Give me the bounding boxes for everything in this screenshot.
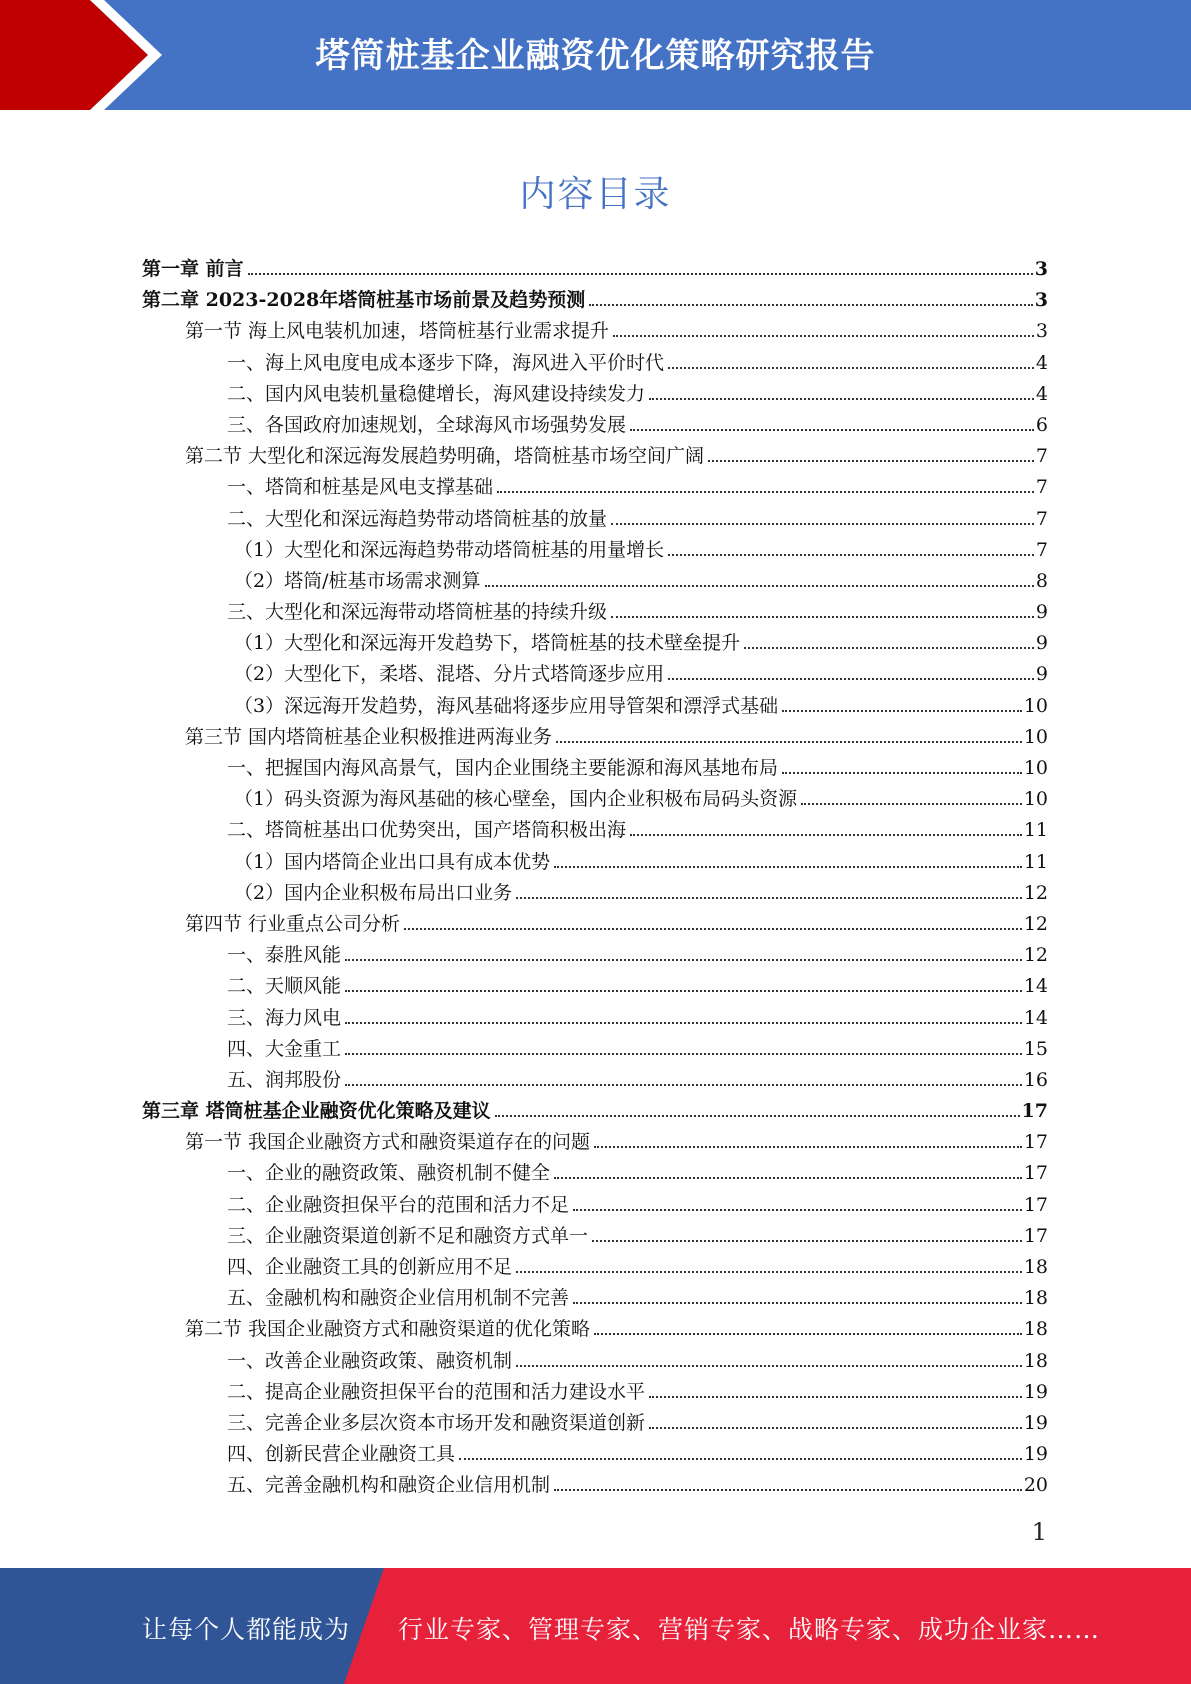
toc-entry-page: 14 — [1023, 975, 1048, 998]
toc-title: 内容目录 — [519, 174, 672, 215]
toc-leader-dots — [554, 866, 1022, 868]
toc-leader-dots — [345, 1053, 1022, 1055]
toc-entry-label: 第四节 行业重点公司分析 — [185, 912, 401, 935]
toc-leader-dots — [573, 1209, 1022, 1211]
toc-entry[interactable] — [142, 659, 1048, 690]
toc-leader-dots — [801, 803, 1022, 805]
toc-leader-dots — [554, 1177, 1022, 1179]
toc-leader-dots — [554, 1489, 1022, 1491]
toc-entry-label: 五、完善金融机构和融资企业信用机制 — [227, 1474, 551, 1497]
toc-entry-page: 18 — [1023, 1256, 1048, 1278]
toc-entry[interactable] — [142, 285, 1048, 316]
toc-leader-dots — [404, 928, 1022, 930]
toc-entry-page: 3 — [1034, 289, 1048, 312]
toc-entry[interactable] — [142, 566, 1048, 597]
toc-entry-page: 19 — [1023, 1411, 1048, 1434]
toc-leader-dots — [556, 741, 1022, 743]
toc-entry[interactable] — [142, 1158, 1048, 1189]
toc-leader-dots — [345, 1084, 1022, 1086]
toc-leader-dots — [345, 1022, 1022, 1024]
toc-entry-page: 18 — [1023, 1287, 1048, 1310]
toc-entry[interactable] — [142, 1127, 1048, 1158]
toc-entry[interactable] — [142, 1096, 1048, 1127]
toc-entry-label: 二、塔筒桩基出口优势突出，国产塔筒积极出海 — [227, 819, 627, 842]
toc-entry[interactable] — [142, 815, 1048, 846]
toc-entry[interactable] — [142, 1439, 1048, 1470]
toc-entry-label: 第二节 我国企业融资方式和融资渠道的优化策略 — [185, 1318, 591, 1341]
toc-entry[interactable] — [142, 1346, 1048, 1377]
toc-leader-dots — [630, 834, 1022, 836]
toc-leader-dots — [611, 616, 1034, 618]
toc-entry-label: 三、完善企业多层次资本市场开发和融资渠道创新 — [227, 1411, 646, 1434]
toc-entry-label: 五、润邦股份 — [227, 1068, 342, 1091]
toc-entry-label: 第三章 塔筒桩基企业融资优化策略及建议 — [142, 1100, 491, 1123]
toc-entry[interactable] — [142, 1034, 1048, 1065]
toc-entry-label: 二、企业融资担保平台的范围和活力不足 — [227, 1193, 570, 1216]
toc-entry[interactable] — [142, 691, 1048, 722]
toc-entry-label: 第二章 2023-2028年塔筒桩基市场前景及趋势预测 — [142, 289, 586, 312]
toc-entry-label: 三、各国政府加速规划，全球海风市场强势发展 — [227, 413, 627, 436]
toc-entry[interactable] — [142, 940, 1048, 971]
toc-entry[interactable] — [142, 597, 1048, 628]
toc-entry[interactable] — [142, 722, 1048, 753]
toc-entry-label: 一、海上风电度电成本逐步下降，海风进入平价时代 — [227, 351, 665, 374]
toc-entry-label: （2）塔筒/桩基市场需求测算 — [234, 569, 481, 592]
toc-entry[interactable] — [142, 472, 1048, 503]
toc-entry-page: 3 — [1034, 258, 1048, 280]
toc-entry-label: 二、国内风电装机量稳健增长，海风建设持续发力 — [227, 382, 646, 405]
toc-entry[interactable] — [142, 784, 1048, 815]
toc-entry[interactable] — [142, 753, 1048, 784]
toc-entry-page: 16 — [1023, 1068, 1048, 1091]
toc-leader-dots — [649, 398, 1034, 400]
toc-leader-dots — [516, 897, 1022, 899]
toc-leader-dots — [459, 1458, 1022, 1460]
report-title: 塔筒桩基企业融资优化策略研究报告 — [315, 36, 876, 76]
toc-entry-label: 三、企业融资渠道创新不足和融资方式单一 — [227, 1224, 589, 1247]
toc-leader-dots — [594, 1333, 1022, 1335]
toc-entry-label: 四、企业融资工具的创新应用不足 — [227, 1256, 513, 1278]
toc-entry-label: （2）国内企业积极布局出口业务 — [234, 881, 513, 904]
toc-leader-dots — [345, 959, 1022, 961]
toc-leader-dots — [744, 647, 1034, 649]
toc-entry-page: 6 — [1035, 413, 1048, 436]
toc-entry-page: 7 — [1035, 507, 1048, 530]
toc-entry-page: 18 — [1023, 1318, 1048, 1341]
toc-entry[interactable] — [142, 628, 1048, 659]
toc-entry[interactable] — [142, 441, 1048, 472]
toc-leader-dots — [495, 1115, 1020, 1117]
toc-leader-dots — [589, 304, 1033, 306]
toc-entry[interactable] — [142, 504, 1048, 535]
toc-entry-label: （1）大型化和深远海开发趋势下，塔筒桩基的技术壁垒提升 — [234, 632, 741, 655]
toc-entry-page: 18 — [1023, 1349, 1048, 1372]
toc-entry-label: （1）大型化和深远海趋势带动塔筒桩基的用量增长 — [234, 538, 665, 561]
toc-entry-label: 三、海力风电 — [227, 1006, 342, 1029]
toc-entry-label: （2）大型化下，柔塔、混塔、分片式塔筒逐步应用 — [234, 663, 665, 686]
toc-entry-label: 三、大型化和深远海带动塔筒桩基的持续升级 — [227, 601, 608, 624]
toc-entry-page: 11 — [1023, 850, 1048, 873]
toc-leader-dots — [708, 460, 1034, 462]
toc-leader-dots — [782, 710, 1022, 712]
toc-entry[interactable] — [142, 1314, 1048, 1345]
toc-entry[interactable] — [142, 535, 1048, 566]
toc-entry[interactable] — [142, 1221, 1048, 1252]
toc-entry-page: 10 — [1023, 694, 1048, 717]
toc-leader-dots — [485, 585, 1034, 587]
toc-entry-page: 17 — [1023, 1224, 1048, 1247]
toc-entry-label: 一、企业的融资政策、融资机制不健全 — [227, 1162, 551, 1185]
page-number: 1 — [1031, 1518, 1047, 1546]
toc-entry-label: 第一章 前言 — [142, 258, 244, 280]
toc-entry-label: 第一节 我国企业融资方式和融资渠道存在的问题 — [185, 1131, 591, 1154]
toc-entry[interactable] — [142, 410, 1048, 441]
toc-leader-dots — [782, 772, 1022, 774]
toc-entry-label: 第三节 国内塔筒桩基企业积极推进两海业务 — [185, 725, 553, 748]
toc-entry-page: 4 — [1035, 351, 1048, 374]
toc-entry-page: 14 — [1023, 1006, 1048, 1029]
toc-leader-dots — [668, 367, 1034, 369]
toc-entry-page: 7 — [1035, 476, 1048, 499]
toc-leader-dots — [516, 1365, 1022, 1367]
toc-entry-page: 9 — [1035, 632, 1048, 655]
footer-slogan-left: 让每个人都能成为 — [142, 1615, 351, 1644]
toc-entry[interactable] — [142, 1003, 1048, 1034]
toc-entry-label: 二、天顺风能 — [227, 975, 342, 998]
toc-entry-page: 11 — [1023, 819, 1048, 842]
toc-entry[interactable] — [142, 1190, 1048, 1221]
toc-leader-dots — [592, 1240, 1022, 1242]
toc-entry-page: 3 — [1035, 320, 1048, 343]
toc-entry-page: 10 — [1023, 788, 1048, 811]
toc-entry[interactable] — [142, 1470, 1048, 1501]
toc-leader-dots — [516, 1271, 1022, 1273]
toc-entry-label: 一、改善企业融资政策、融资机制 — [227, 1349, 513, 1372]
toc-entry-page: 12 — [1023, 881, 1048, 904]
toc-entry[interactable] — [142, 316, 1048, 347]
toc-leader-dots — [573, 1302, 1022, 1304]
toc-entry[interactable] — [142, 379, 1048, 410]
toc-leader-dots — [649, 1427, 1022, 1429]
toc-entry-page: 17 — [1023, 1193, 1048, 1216]
toc-leader-dots — [668, 678, 1034, 680]
toc-leader-dots — [594, 1146, 1022, 1148]
toc-entry-label: （1）码头资源为海风基础的核心壁垒，国内企业积极布局码头资源 — [234, 788, 798, 811]
toc-entry[interactable] — [142, 1283, 1048, 1314]
toc-leader-dots — [345, 990, 1022, 992]
toc-leader-dots — [649, 1396, 1022, 1398]
table-of-contents — [142, 254, 1048, 1502]
toc-entry-page: 12 — [1023, 944, 1048, 967]
toc-leader-dots — [611, 523, 1034, 525]
toc-entry-page: 19 — [1023, 1443, 1048, 1466]
toc-leader-dots — [613, 335, 1034, 337]
toc-entry-label: 二、提高企业融资担保平台的范围和活力建设水平 — [227, 1380, 646, 1403]
toc-entry-label: 一、泰胜风能 — [227, 944, 342, 967]
toc-entry-label: 四、创新民营企业融资工具 — [227, 1443, 456, 1466]
toc-entry[interactable] — [142, 847, 1048, 878]
toc-entry[interactable] — [142, 1377, 1048, 1408]
toc-leader-dots — [497, 491, 1034, 493]
toc-entry-page: 17 — [1023, 1162, 1048, 1185]
toc-entry-page: 17 — [1023, 1131, 1048, 1154]
toc-entry-page: 7 — [1035, 538, 1048, 561]
toc-entry-page: 10 — [1023, 757, 1048, 779]
page-footer — [0, 1568, 1191, 1684]
toc-leader-dots — [248, 273, 1033, 275]
toc-entry-page: 7 — [1035, 445, 1048, 468]
toc-entry[interactable] — [142, 971, 1048, 1002]
toc-entry[interactable] — [142, 348, 1048, 379]
toc-entry-page: 10 — [1023, 725, 1048, 748]
toc-entry-label: 四、大金重工 — [227, 1037, 342, 1060]
toc-entry-page: 12 — [1023, 912, 1048, 935]
toc-entry-label: （1）国内塔筒企业出口具有成本优势 — [234, 850, 551, 873]
page-header — [0, 0, 1191, 110]
toc-entry-page: 9 — [1035, 601, 1048, 624]
toc-entry-label: 五、金融机构和融资企业信用机制不完善 — [227, 1287, 570, 1310]
toc-entry-label: 一、塔筒和桩基是风电支撑基础 — [227, 476, 494, 499]
toc-entry[interactable] — [142, 909, 1048, 940]
toc-entry-label: 第二节 大型化和深远海发展趋势明确，塔筒桩基市场空间广阔 — [185, 445, 705, 468]
toc-entry[interactable] — [142, 878, 1048, 909]
toc-entry-label: 一、把握国内海风高景气，国内企业围绕主要能源和海风基地布局 — [227, 757, 779, 779]
toc-entry-page: 20 — [1023, 1474, 1048, 1497]
footer-slogan-right: 行业专家、管理专家、营销专家、战略专家、成功企业家…… — [398, 1615, 1101, 1644]
toc-entry-label: 第一节 海上风电装机加速，塔筒桩基行业需求提升 — [185, 320, 610, 343]
toc-leader-dots — [630, 429, 1034, 431]
toc-entry-page: 8 — [1035, 569, 1048, 592]
toc-entry-page: 4 — [1035, 382, 1048, 405]
toc-entry-page: 19 — [1023, 1380, 1048, 1403]
toc-entry[interactable] — [142, 1252, 1048, 1283]
toc-entry-page: 15 — [1023, 1037, 1048, 1060]
toc-entry-page: 17 — [1021, 1100, 1048, 1123]
toc-entry-page: 9 — [1035, 663, 1048, 686]
toc-entry[interactable] — [142, 254, 1048, 285]
toc-leader-dots — [668, 554, 1034, 556]
toc-entry-label: 二、大型化和深远海趋势带动塔筒桩基的放量 — [227, 507, 608, 530]
toc-entry-label: （3）深远海开发趋势，海风基础将逐步应用导管架和漂浮式基础 — [234, 694, 779, 717]
toc-entry[interactable] — [142, 1065, 1048, 1096]
toc-entry[interactable] — [142, 1408, 1048, 1439]
